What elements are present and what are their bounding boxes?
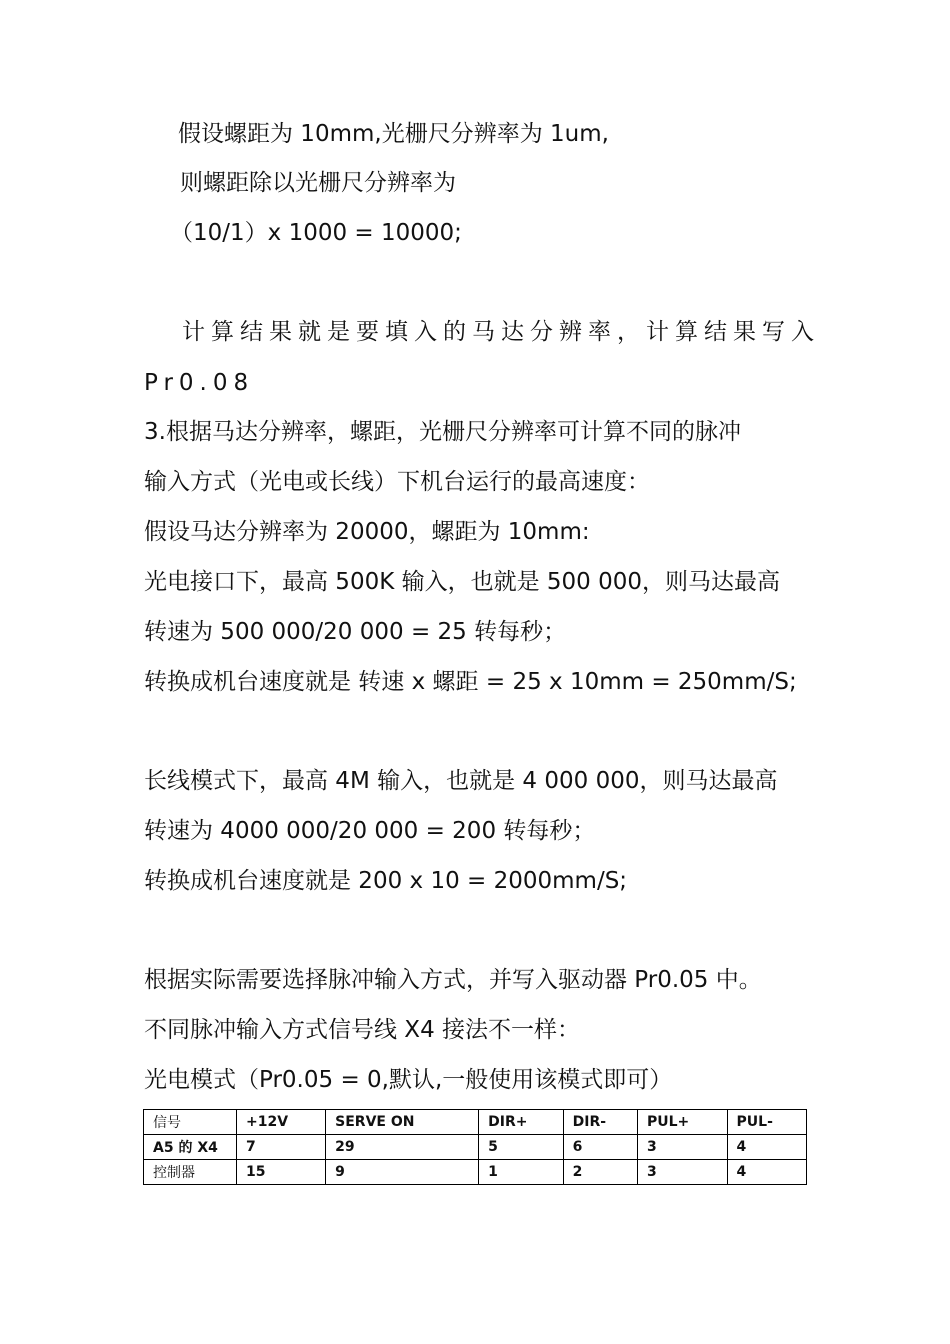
text-line-9: 光电接口下，最高 500K 输入，也就是 500 000，则马达最高 (144, 569, 781, 595)
table-cell: 6 (563, 1135, 637, 1160)
table-header-cell: DIR- (563, 1110, 637, 1135)
text-line-10: 转速为 500 000/20 000 = 25 转每秒； (144, 619, 567, 645)
table-header-cell: SERVE ON (326, 1110, 479, 1135)
text-line-6: 3.根据马达分辨率，螺距，光栅尺分辨率可计算不同的脉冲 (144, 419, 741, 445)
table-cell: 7 (237, 1135, 326, 1160)
text-line-2: 则螺距除以光栅尺分辨率为 (180, 170, 456, 196)
table-cell: 3 (638, 1160, 728, 1185)
table-header-row (144, 1110, 807, 1135)
table-cell: 4 (727, 1135, 806, 1160)
text-line-5: Pr0.08 (144, 370, 255, 396)
text-line-1: 假设螺距为 10mm,光栅尺分辨率为 1um, (178, 121, 609, 147)
text-line-12: 长线模式下，最高 4M 输入，也就是 4 000 000，则马达最高 (144, 768, 778, 794)
table-row (144, 1135, 807, 1160)
table-header-cell: DIR+ (479, 1110, 564, 1135)
table-cell: 4 (727, 1160, 806, 1185)
table-cell: 9 (326, 1160, 479, 1185)
table-header-cell: PUL- (727, 1110, 806, 1135)
table-cell: 控制器 (144, 1160, 237, 1185)
text-line-17: 光电模式（Pr0.05 = 0,默认,一般使用该模式即可） (144, 1067, 673, 1093)
table-cell: A5 的 X4 (144, 1135, 237, 1160)
text-line-15: 根据实际需要选择脉冲输入方式，并写入驱动器 Pr0.05 中。 (144, 967, 762, 993)
table-cell: 5 (479, 1135, 564, 1160)
table-header-cell: +12V (237, 1110, 326, 1135)
text-line-8: 假设马达分辨率为 20000，螺距为 10mm: (144, 519, 590, 545)
table-cell: 1 (479, 1160, 564, 1185)
table-cell: 15 (237, 1160, 326, 1185)
text-line-3: （10/1）x 1000 = 10000; (170, 220, 462, 246)
table-cell: 29 (326, 1135, 479, 1160)
text-line-4: 计算结果就是要填入的马达分辨率，计算结果写入 (182, 319, 820, 345)
text-line-13: 转速为 4000 000/20 000 = 200 转每秒； (144, 818, 596, 844)
text-line-7: 输入方式（光电或长线）下机台运行的最高速度： (144, 469, 650, 495)
table-row (144, 1160, 807, 1185)
text-line-14: 转换成机台速度就是 200 x 10 = 2000mm/S; (144, 868, 628, 894)
signal-wiring-table (143, 1109, 807, 1185)
table-header-cell: PUL+ (638, 1110, 728, 1135)
text-line-16: 不同脉冲输入方式信号线 X4 接法不一样： (144, 1017, 581, 1043)
table-header-cell: 信号 (144, 1110, 237, 1135)
text-line-11: 转换成机台速度就是 转速 x 螺距 = 25 x 10mm = 250mm/S; (144, 669, 797, 695)
table-cell: 2 (563, 1160, 637, 1185)
table-cell: 3 (638, 1135, 728, 1160)
